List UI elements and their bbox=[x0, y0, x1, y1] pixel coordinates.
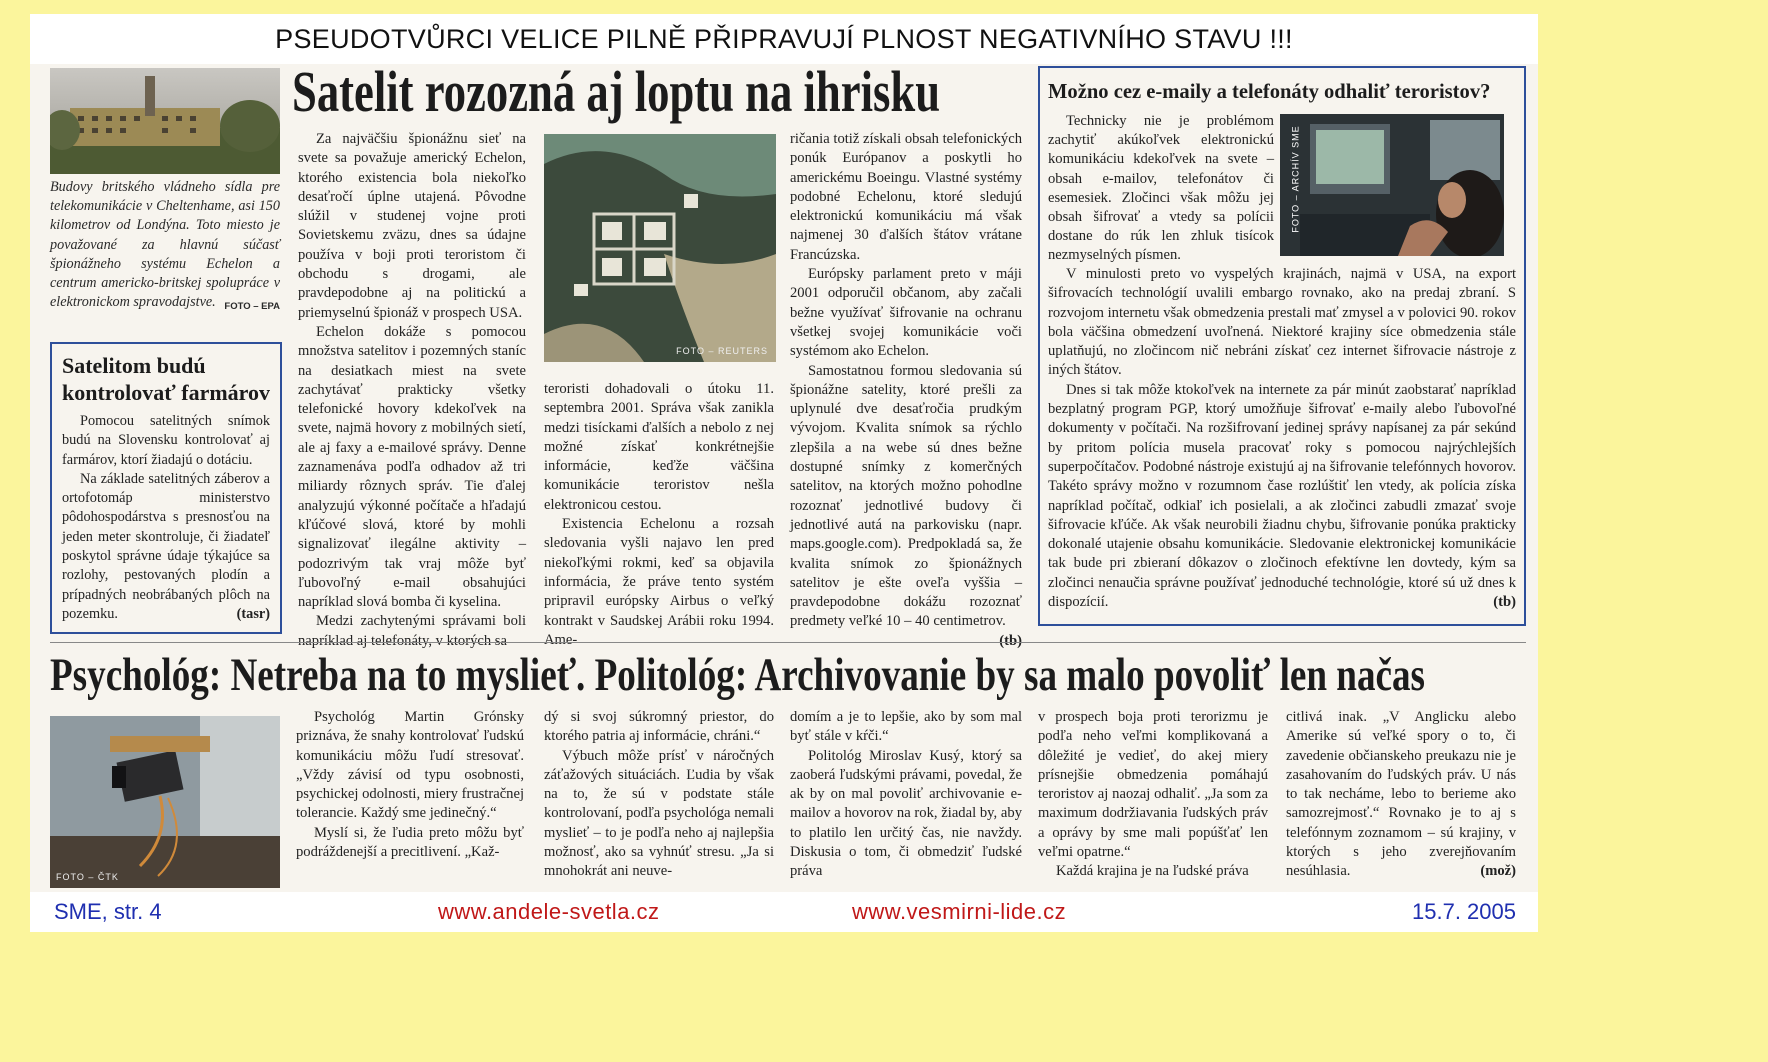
article2-paragraph: Myslí si, že ľudia preto môžu byť podráždenejší a precitlivení. „Kaž- bbox=[296, 824, 524, 861]
box2-body bbox=[1048, 265, 1516, 612]
article2-headline: Psychológ: Netreba na to myslieť. Politológ: Archivovanie by sa malo povoliť len načas bbox=[50, 649, 1426, 701]
article2-paragraph: domím a je to lepšie, ako by som mal byť stále v kŕči.“ bbox=[790, 709, 1022, 745]
article1-paragraph: Za najväčšiu špionážnu sieť na svete sa považuje americký Echelon, ktorého existencia bola niekoľko desaťročí úplne utajená. Pôvodne slúžil v studenej vojne proti Sovietskemu zväzu, dnes sa údajne používa v boji proti teroristom či obchodu s drogami, ale pravdepodobne aj na politickú a priemyselnú špionáž v prospech USA. bbox=[298, 131, 526, 321]
box2-sign: (tb) bbox=[1493, 594, 1516, 611]
article2-paragraph bbox=[1286, 708, 1516, 882]
article2-column-1 bbox=[296, 708, 524, 862]
footer-link-vesmirni[interactable]: www.vesmirni-lide.cz bbox=[852, 899, 1067, 924]
article1-paragraph: Medzi zachytenými správami boli napríklad aj telefonáty, v ktorých sa bbox=[298, 613, 526, 649]
article1-column-1 bbox=[298, 130, 526, 651]
box2-paragraph bbox=[1048, 381, 1516, 613]
computer-user-photo bbox=[1280, 114, 1504, 256]
article1-column-2 bbox=[544, 380, 774, 650]
sidebar-paragraph bbox=[62, 470, 270, 624]
sidebar-box-terrorists bbox=[1038, 66, 1526, 626]
computer-image-icon bbox=[1280, 114, 1504, 256]
photo-caption bbox=[50, 178, 280, 316]
surveillance-camera-icon bbox=[50, 716, 280, 888]
article1-paragraph: Echelon dokáže s pomocou množstva satelitov i pozemných staníc na desiatkach miest na svete zachytávať prakticky všetky telefonické hovory kdekoľvek na svete, najmä hovory z mobilných sietí, ale aj faxy a e-mailové správy. Denne zaznamenáva podľa odhadov až tri miliardy rôznych správ. Tie ďalej analyzujú výkonné počítače a hľadajú kľúčové slová, ktoré by mohli signalizovať ilegálne aktivity – podozrivým tak vraj môže byť ľubovoľný e-mail obsahujúci napríklad slová bomba či kyselina. bbox=[298, 323, 526, 611]
article2-sign: (mož) bbox=[1480, 863, 1516, 880]
article1-paragraph: teroristi dohadovali o útoku 11. septembra 2001. Správa však zanikla medzi tisíckami ďalších a nebolo z nej možné získať konkrétnejšie informácie, keďže väčšina komunikácie teroristov nešla elektronicou cestou. bbox=[544, 381, 774, 513]
article2-paragraph: Výbuch môže prísť v náročných záťažových situáciách. Ľudia by však na to, že sú v podstate stále kontrolovaní, podľa psychológa nemali myslieť – to je podľa neho aj najlepšia možnosť, ako sa vyhnúť stresu. „Ja si mnohokrát ani neuve- bbox=[544, 747, 774, 880]
camera-photo bbox=[50, 716, 280, 888]
box2-paragraph: Technicky nie je problémom zachytiť akúkoľvek elektronickú komunikáciu kdekoľvek na svete – obsah e-mailov, telefonátov či esemesiek. Zločinci však môžu jej obsah šifrovať a vtedy sa polícii dostane do rúk len zhluk tisícok nezmyselných písmen. bbox=[1048, 113, 1274, 264]
box2-intro bbox=[1048, 112, 1274, 266]
footer-date: 15.7. 2005 bbox=[1412, 899, 1516, 924]
cheltenham-photo bbox=[50, 68, 280, 174]
sidebar-paragraph-text: Na základe satelitných záberov a ortofotomáp ministerstvo pôdohospodárstva s presnosťou na jeden meter skontroluje, či žiadateľ poskytol správne údaje týkajúce sa rozlohy, pestovaných plodín a prípadných neobrábaných plôch na pozemku. bbox=[62, 470, 270, 622]
section-divider bbox=[50, 642, 1526, 643]
article2-column-3 bbox=[790, 708, 1022, 882]
sidebar-paragraph: Pomocou satelitných snímok budú na Slovensku kontrolovať aj farmárov, ktorí žiadajú o dotáciu. bbox=[62, 413, 270, 468]
photo-caption-credit: FOTO – EPA bbox=[224, 301, 280, 313]
article2-paragraph: Politológ Miroslav Kusý, ktorý sa zaoberá ľudskými právami, povedal, že ak by on mal povoliť archivovanie e-mailov a hovorov na rok, žiadal by, aby to platilo len určitý čas, nie navždy. Diskusia o tom, či obmedziť ľudské práva bbox=[790, 747, 1022, 880]
satellite-image-icon bbox=[544, 134, 776, 362]
article1-column-3 bbox=[790, 130, 1022, 651]
building-image-icon bbox=[50, 68, 280, 174]
article1-headline: Satelit rozozná aj loptu na ihrisku bbox=[292, 59, 941, 124]
article2-paragraph: Psychológ Martin Grónsky priznáva, že snahy kontrolovať ľudskú komunikáciu môžu ľudí stresovať. „Vždy závisí od typu osobnosti, psychickej odolnosti, miery frustračnej tolerancie. Každý sme jedinečný.“ bbox=[296, 709, 524, 822]
photo-caption-text: Budovy britského vládneho sídla pre telekomunikácie v Cheltenhame, asi 150 kilometrov od Londýna. Toto miesto je považované za hlavnú súčasť špionážneho systému Echelon a centrum americko-britskej spolupráce v elektronickom spravodajstve. bbox=[50, 179, 280, 311]
box2-paragraph-text: Dnes si tak môže ktokoľvek na internete za pár minút zaobstarať napríklad bezplatný program PGP, ktorý umožňuje šifrovať e-maily alebo ľubovoľné dokumenty v počítači. Na rozšifrovaní jedinej správy napísanej za pár sekúnd by pritom polícia musela pracovať roky s pomocou najrýchlejších superpočítačov. Podobné nástroje existujú aj na šifrovanie telefónnych hovorov. Takéto správy možno v rozumnom čase rozlúštiť len vtedy, ak polícia získa napríklad počítač, odkiaľ ich posielali, a ak zločinci zabudli zmazať svoje šifrovacie kľúče. Ak však neurobili žiadnu chybu, šifrovanie ponúka prakticky dokonalé utajenie obsahu komunikácie. Sledovanie elektronickej komunikácie tak bude pri zbieraní dôkazov o zločinoch efektívne len dovtedy, kým sa zločinci nenaučia správne používať jednoduché technológie, ktoré sú už dnes k dispozícií. bbox=[1048, 381, 1516, 611]
footer bbox=[30, 892, 1538, 932]
article1-paragraph-text: Samostatnou formou sledovania sú špionážne satelity, ktoré prešli za uplynulé dve desaťročia prudkým vývojom. Kvalita snímok sa rýchlo zlepšila a na webe sú dnes bežne dostupné snímky z komerčných satelitov, na ktorých možno pohodlne rozoznať jednotlivé budovy či jednotlivé autá na parkovisku (napr. maps.google.com). Predpokladá sa, že kvalita snímok zo špionážnych satelitov je ešte oveľa vyššia – pravdepodobne dokážu rozoznať predmety veľké 10 – 40 centimetrov. bbox=[790, 362, 1022, 630]
banner-title: PSEUDOTVŮRCI VELICE PILNĚ PŘIPRAVUJÍ PLNOST NEGATIVNÍHO STAVU !!! bbox=[275, 23, 1293, 54]
sidebar-box-farmers bbox=[50, 342, 282, 634]
article1-paragraph: ričania totiž získali obsah telefonických ponúk Európanov a poskytli ho americkému Boeingu. Vlastné systémy podobné Echelonu, ktoré sledujú elektronickú komunikáciu má však najmenej 30 ďalších štátov vrátane Francúzska. bbox=[790, 131, 1022, 263]
article2-paragraph: dý si svoj súkromný priestor, do ktorého patria aj informácie, chráni.“ bbox=[544, 709, 774, 745]
article2-column-4 bbox=[1038, 708, 1268, 882]
footer-source: SME, str. 4 bbox=[54, 899, 162, 924]
sidebar-headline-line1: Satelitom budú bbox=[62, 353, 206, 378]
article1-paragraph bbox=[790, 362, 1022, 649]
article2-column-5 bbox=[1286, 708, 1516, 882]
satellite-photo bbox=[544, 134, 776, 362]
sidebar-headline-line2: kontrolovať farmárov bbox=[62, 380, 271, 405]
box2-paragraph: V minulosti preto vo vyspelých krajinách, najmä v USA, na export šifrovacích technológií uvalili embargo rovnako, ako na predaj zbraní. S rozvojom internetu však obmedzenia prestali mať zmysel a v polovici 90. rokov bola väčšina obmedzení uvoľnená. Niektoré krajiny síce obmedzenia stále uplatňujú, no zločincom nič nebráni získať cez internet šifrovacie nástroje z iných štátov. bbox=[1048, 266, 1516, 379]
box2-headline: Možno cez e-maily a telefonáty odhaliť teroristov? bbox=[1048, 79, 1491, 103]
article1-paragraph: Európsky parlament preto v máji 2001 odporučil občanom, aby začali bežne využívať šifrovanie na ochranu všetkej svojej komunikácie voči systémom ako Echelon. bbox=[790, 266, 1022, 360]
newspaper-clipping bbox=[30, 59, 1538, 892]
sidebar-body bbox=[62, 412, 270, 624]
article2-paragraph: v prospech boja proti terorizmu je podľa neho veľmi komplikovaná a dôležité je vedieť, do akej miery prísnejšie obmedzenia pomáhajú teroristov aj naozaj odhaliť. „Ja som za maximum dodržiavania ľudských práv a oprávy by sme mali popúšťať len veľmi opatrne.“ bbox=[1038, 709, 1268, 861]
camera-photo-credit: FOTO – ČTK bbox=[56, 872, 119, 882]
computer-photo-credit: FOTO – ARCHÍV SME bbox=[1290, 125, 1301, 233]
article1-sign: (tb) bbox=[999, 632, 1022, 649]
satellite-photo-credit: FOTO – REUTERS bbox=[676, 346, 768, 356]
article2-paragraph: Každá krajina je na ľudské práva bbox=[1056, 863, 1249, 880]
sidebar-headline bbox=[62, 352, 270, 406]
banner bbox=[30, 14, 1538, 64]
article2-paragraph-text: citlivá inak. „V Anglicku alebo Amerike sú veľké spory o to, či zavedenie občianskeho preukazu nie je zasahovaním do ľudských práv. U nás to tak necháme, lebo to berieme ako samozrejmosť.“ Rovnako je to aj s telefónnym zoznamom – sú krajiny, v ktorých s jeho zverejňovaním nesúhlasia. bbox=[1286, 709, 1516, 880]
article1-paragraph: Existencia Echelonu a rozsah sledovania vyšli najavo len pred niekoľkými rokmi, keď sa objavila informácia, že práve tento systém pripravil európsky Airbus o veľký kontrakt v Saudskej Arábii roku 1994. Ame- bbox=[544, 516, 774, 648]
sidebar-sign: (tasr) bbox=[236, 605, 270, 622]
footer-link-andele[interactable]: www.andele-svetla.cz bbox=[438, 899, 660, 924]
article2-column-2 bbox=[544, 708, 774, 882]
